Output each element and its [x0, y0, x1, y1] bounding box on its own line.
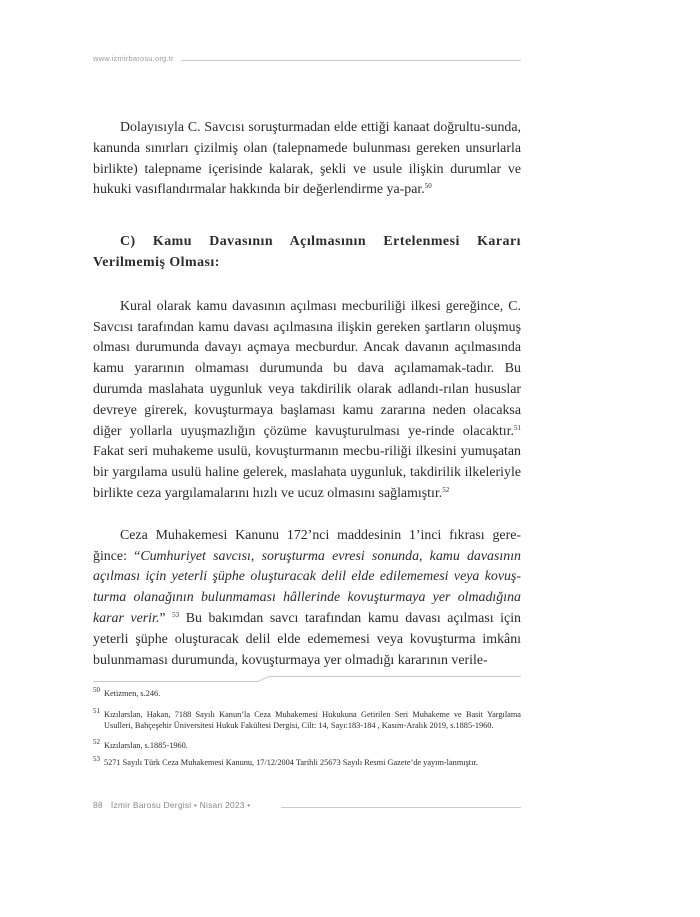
footnote-51: [93, 706, 521, 732]
journal-name: İzmir Barosu Dergisi • Nisan 2023 •: [110, 800, 251, 810]
footer-rule: [281, 807, 521, 808]
page-number: 88: [93, 800, 103, 810]
footnote-text: 5271 Sayılı Türk Ceza Muhakemesi Kanunu, 17/12/2004 Tarihli 25673 Sayılı Resmi Gazete’de yayım-lanmıştır.: [104, 758, 478, 768]
footer-info: [93, 800, 250, 810]
footnote-text: Ketizmen, s.246.: [104, 689, 161, 698]
footnote-ref-53[interactable]: 53: [172, 610, 180, 619]
footnote-number: 51: [93, 706, 100, 715]
footnote-separator: [93, 677, 521, 687]
footnote-52: [93, 737, 521, 752]
footnote-53: [93, 757, 521, 769]
footnote-number: 50: [93, 686, 100, 694]
paragraph-2: Kural olarak kamu davasının açılması mecburiliği ilkesi gereğince, C. Savcısı tarafından kamu davası açılmasına ilişkin gereken şartların oluşmuş olması durumunda davayı açmaya mecburdur. Ancak davanın açılmasında kamu yararının olmaması durumunda bu dava açılamamak-tadır. Bu durumda maslahata uygunluk veya takdirilik olarak adlandı-rılan hususlar devreye girerek, kovuşturmaya başlaması kamu zararına neden olacaksa diğer yollarla uyuşmazlığın çözüme kavuşturulması ye-rinde olacaktır.$^{51}$ Fakat seri muhakeme usulü, kovuşturmanın mecbu-riliği ilkesini yumuşatan bir yargılama usulü haline gelerek, maslahata uygunluk, takdirilik ilkeleriyle birlikte ceza yargılamalarını hızlı ve ucuz olmasını sağlamıştır.$^{52}$: [93, 298, 521, 501]
footnotes: [93, 688, 521, 772]
paragraph-1: Dolayısıyla C. Savcısı soruşturmadan elde ettiği kanaat doğrultu-sunda, kanunda sınırları çizilmiş olan (talepnamede bulunması gereken unsurlarla birlikte) talepname içerisinde kalarak, şekli ve usule ilişkin durumlar ve hukuki vasıflandırmalar hakkında bir değerlendirme ya-par.$^{50}$: [93, 120, 521, 198]
main-text: [93, 118, 521, 671]
header-rule: [181, 60, 521, 61]
footnote-50: [93, 688, 521, 700]
page-footer: [93, 800, 521, 814]
footnote-ref-52[interactable]: 52: [442, 485, 450, 494]
section-heading: C) Kamu Davasının Açılmasının Ertelenmesi Kararı Verilmemiş Olması:: [93, 234, 521, 270]
footnote-text: Kızılarslan, s.1885-1960.: [104, 740, 188, 750]
header-url: www.izmirbarosu.org.tr: [93, 54, 174, 63]
law-quote: Cumhuriyet savcısı, soruşturma evresi sonunda, kamu davasının açılması için yeterli şüphe oluşturacak delil elde edilememesi veya kovuş-turma olanağının bulunmaması hâllerinde kovuşturmaya yer olmadığına karar verir.: [93, 548, 521, 626]
footnote-text: Kızılarslan, Hakan, 7188 Sayılı Kanun’la Ceza Muhakemesi Hukukuna Getirilen Seri Muhakeme ve Basit Yargılama Usulleri, Bahçeşehir Üniversitesi Hukuk Fakültesi Dergisi, Cilt: 14, Sayı:183-184 , Kasım-Aralık 2019, s.1885-1960.: [104, 709, 521, 731]
footnote-number: 52: [93, 737, 100, 746]
footnote-ref-50[interactable]: 50: [424, 182, 432, 191]
footnote-ref-51[interactable]: 51: [514, 423, 521, 432]
page-header: [93, 54, 521, 66]
footnote-number: 53: [93, 755, 100, 764]
paragraph-3: Ceza Muhakemesi Kanunu 172’nci maddesinin 1’inci fıkrası gere-ğince: “Cumhuriyet savcısı, soruşturma evresi sonunda, kamu davasının açılması için yeterli şüphe oluşturacak delil elde edilememesi veya kovuş-turma olanağının bulunmaması hâllerinde kovuşturmaya yer olmadığına karar verir.” $^{53}$ Bu bakımdan savcı tarafından kamu davası açılması için yeterli şüphe oluşturacak delil elde edememesi veya kovuşturma imkânı bulunmaması durumunda, kovuşturmaya yer olmadığı kararının verile-: [93, 527, 521, 668]
